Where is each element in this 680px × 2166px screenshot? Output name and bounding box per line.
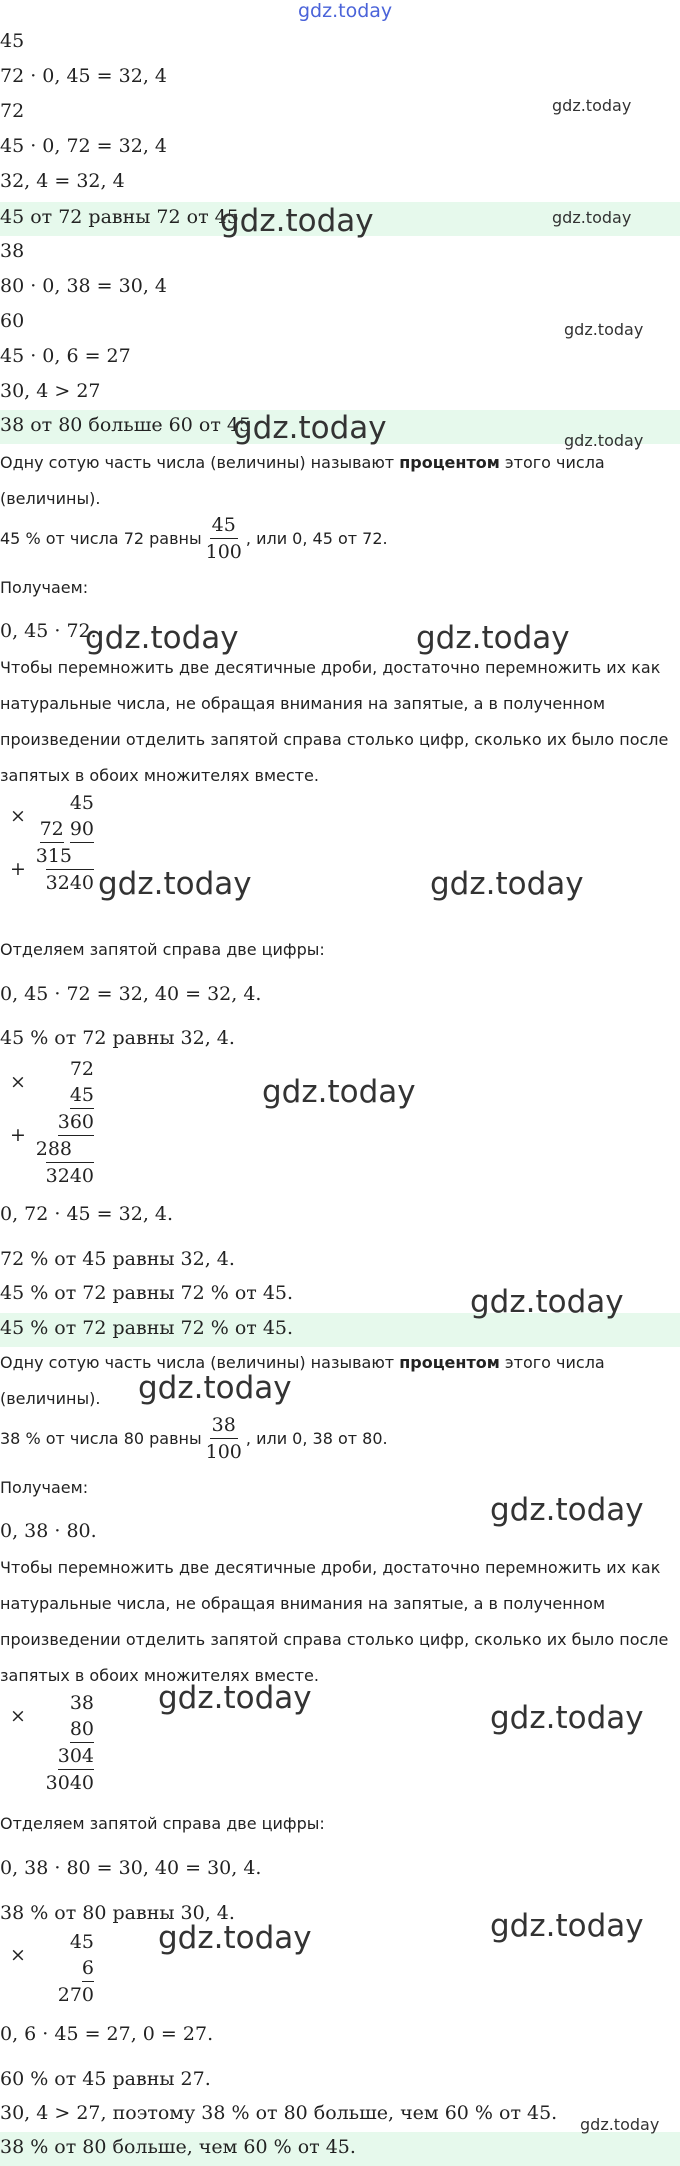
column-multiplication: 45 72 90 315 3240: [35, 792, 94, 894]
math-line: 0, 38 · 80 = 30, 40 = 30, 4.: [0, 1857, 262, 1879]
math-line: 45 · 0, 6 = 27: [0, 345, 131, 367]
math-line: 0, 45 · 72 = 32, 40 = 32, 4.: [0, 983, 262, 1005]
definition-text: Одну сотую часть числа (величины) называют процентом этого числа: [0, 453, 605, 472]
fraction: $\frac{45}{100}$: [205, 514, 242, 563]
column-multiplication: 72 45 360 288 3240: [35, 1058, 94, 1187]
times-sign: ×: [10, 1705, 26, 1727]
definition-text: Одну сотую часть числа (величины) называют процентом этого числа: [0, 1353, 605, 1372]
watermark: gdz.today: [490, 1908, 644, 1944]
watermark: gdz.today: [430, 866, 584, 902]
watermark: gdz.today: [233, 410, 387, 446]
math-line: 0, 38 · 80.: [0, 1520, 97, 1542]
math-line: 72 % от 45 равны 32, 4.: [0, 1248, 235, 1270]
math-line: 0, 72 · 45 = 32, 4.: [0, 1203, 174, 1225]
answer-line: 38 от 80 больше 60 от 45: [0, 414, 252, 436]
watermark: gdz.today: [158, 1920, 312, 1956]
rule-text: произведении отделить запятой справа столько цифр, сколько их было после: [0, 1630, 669, 1649]
percent-line: 45 % от числа 72 равны $\frac{45}{100}$ , или 0, 45 от 72.: [0, 514, 388, 563]
watermark: gdz.today: [490, 1492, 644, 1528]
watermark: gdz.today: [580, 2115, 660, 2134]
rule-text: запятых в обоих множителях вместе.: [0, 766, 319, 785]
plus-sign: +: [10, 1124, 26, 1146]
watermark: gdz.today: [262, 1074, 416, 1110]
watermark: gdz.today: [85, 620, 239, 656]
math-line: 72: [0, 100, 25, 122]
column-multiplication: 38 80 304 3040: [45, 1692, 94, 1794]
label-text: Получаем:: [0, 578, 89, 597]
column-multiplication: 45 6 270: [57, 1931, 94, 2006]
math-line: 32, 4 = 32, 4: [0, 170, 125, 192]
watermark: gdz.today: [552, 208, 632, 227]
math-line: 45: [0, 30, 25, 52]
site-logo[interactable]: gdz.today: [298, 0, 393, 22]
plus-sign: +: [10, 858, 26, 880]
definition-text: (величины).: [0, 489, 101, 508]
math-line: 38: [0, 240, 25, 262]
rule-text: натуральные числа, не обращая внимания на запятые, а в полученном: [0, 1594, 606, 1613]
watermark: gdz.today: [98, 866, 252, 902]
math-line: 30, 4 > 27, поэтому 38 % от 80 больше, чем 60 % от 45.: [0, 2102, 558, 2124]
label-text: Отделяем запятой справа две цифры:: [0, 940, 325, 959]
watermark: gdz.today: [138, 1370, 292, 1406]
math-line: 38 % от 80 равны 30, 4.: [0, 1902, 235, 1924]
watermark: gdz.today: [564, 431, 644, 450]
watermark: gdz.today: [552, 96, 632, 115]
rule-text: произведении отделить запятой справа столько цифр, сколько их было после: [0, 730, 669, 749]
watermark: gdz.today: [470, 1284, 624, 1320]
label-text: Отделяем запятой справа две цифры:: [0, 1814, 325, 1833]
answer-line: 38 % от 80 больше, чем 60 % от 45.: [0, 2136, 356, 2158]
watermark: gdz.today: [564, 320, 644, 339]
rule-text: натуральные числа, не обращая внимания на запятые, а в полученном: [0, 694, 606, 713]
answer-line: 45 % от 72 равны 72 % от 45.: [0, 1317, 294, 1339]
math-line: 45 % от 72 равны 32, 4.: [0, 1027, 235, 1049]
watermark: gdz.today: [490, 1700, 644, 1736]
label-text: Получаем:: [0, 1478, 89, 1497]
math-line: 60: [0, 310, 25, 332]
fraction: $\frac{38}{100}$: [205, 1414, 242, 1463]
watermark: gdz.today: [158, 1680, 312, 1716]
definition-text: (величины).: [0, 1389, 101, 1408]
math-line: 45 % от 72 равны 72 % от 45.: [0, 1282, 294, 1304]
math-line: 0, 6 · 45 = 27, 0 = 27.: [0, 2023, 214, 2045]
percent-line: 38 % от числа 80 равны $\frac{38}{100}$ , или 0, 38 от 80.: [0, 1414, 388, 1463]
watermark: gdz.today: [220, 203, 374, 239]
times-sign: ×: [10, 805, 26, 827]
math-line: 45 · 0, 72 = 32, 4: [0, 135, 167, 157]
times-sign: ×: [10, 1071, 26, 1093]
rule-text: запятых в обоих множителях вместе.: [0, 1666, 319, 1685]
math-line: 60 % от 45 равны 27.: [0, 2068, 211, 2090]
rule-text: Чтобы перемножить две десятичные дроби, достаточно перемножить их как: [0, 658, 661, 677]
math-line: 80 · 0, 38 = 30, 4: [0, 275, 167, 297]
rule-text: Чтобы перемножить две десятичные дроби, достаточно перемножить их как: [0, 1558, 661, 1577]
times-sign: ×: [10, 1944, 26, 1966]
watermark: gdz.today: [416, 620, 570, 656]
math-line: 0, 45 · 72.: [0, 620, 97, 642]
math-line: 30, 4 > 27: [0, 380, 101, 402]
math-line: 72 · 0, 45 = 32, 4: [0, 65, 167, 87]
answer-line: 45 от 72 равны 72 от 45: [0, 206, 239, 228]
